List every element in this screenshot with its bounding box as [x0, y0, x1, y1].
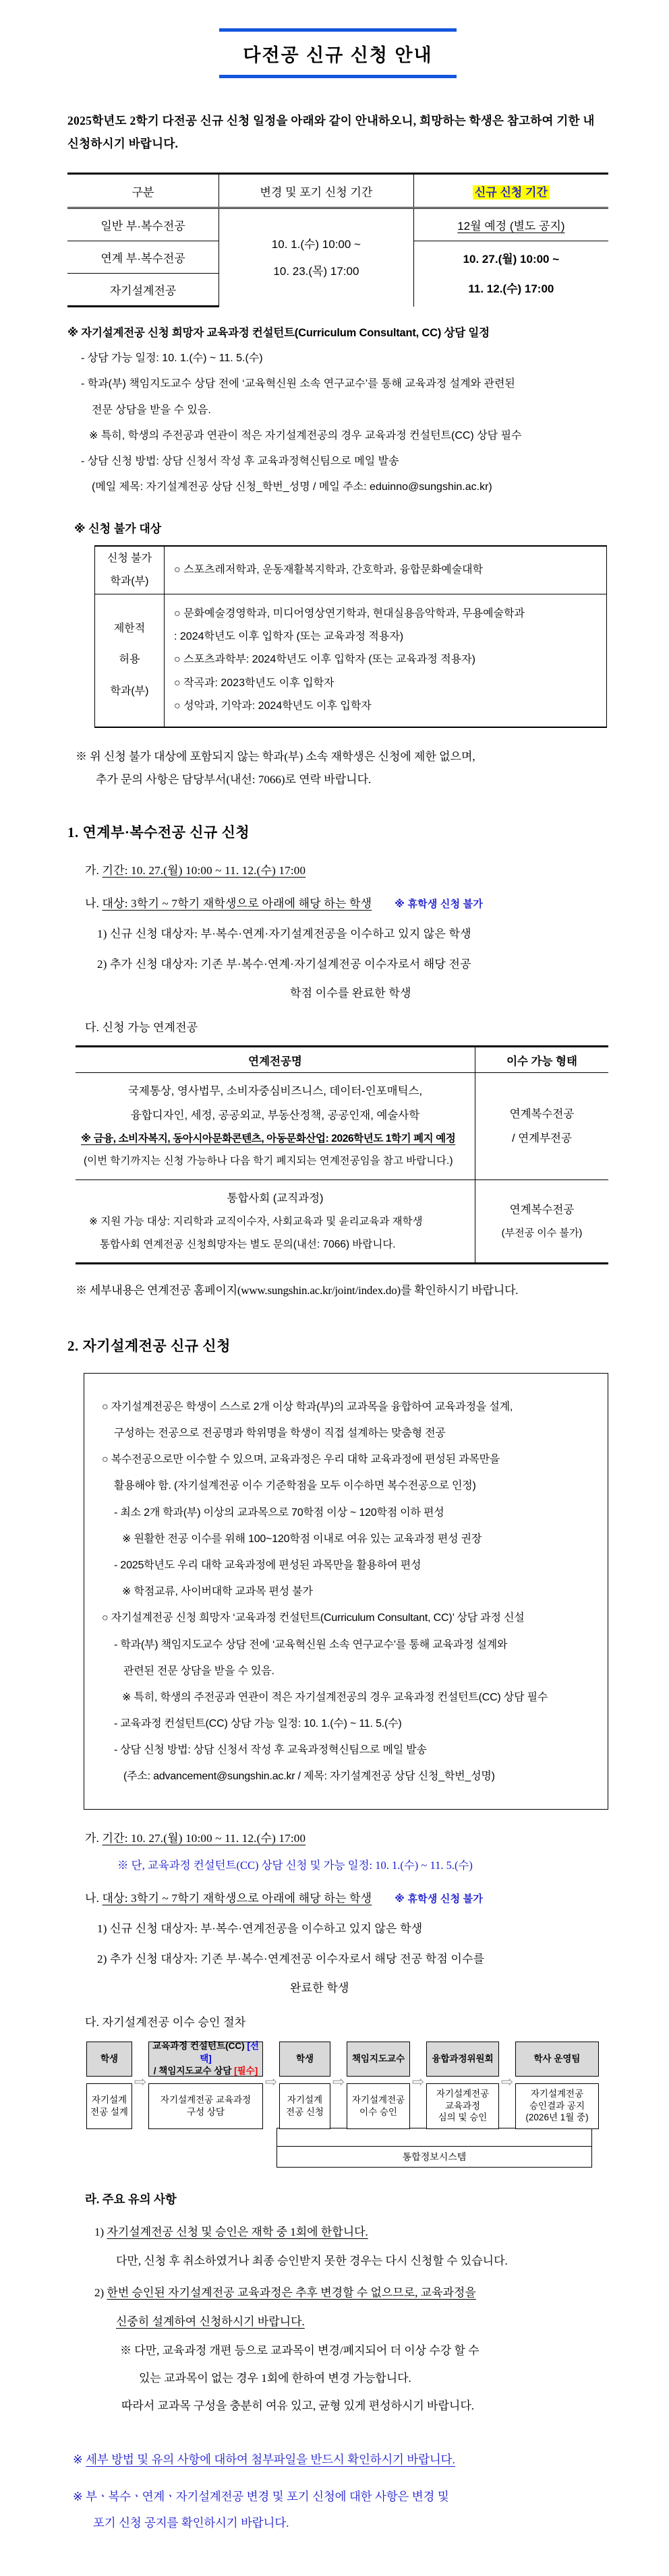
section2-target-line	[67, 1889, 608, 1905]
box-line15: (주소: advancement@sungshin.ac.kr / 제목: 자기설계전공 상담 신청_학번_성명)	[123, 1771, 495, 1783]
schedule-row-linked: 연계 부·복수전공	[67, 241, 219, 274]
section1-period-line	[67, 861, 608, 878]
section1-linked-majors-heading: 다. 신청 가능 연계전공	[85, 1021, 198, 1035]
step-committee-review	[426, 2083, 499, 2129]
box-line11: 관련된 전문 상담을 받을 수 있음.	[123, 1665, 274, 1677]
actor-cc-text2: / 책임지도교수 상담	[153, 2065, 235, 2076]
step-design	[86, 2083, 132, 2129]
linked-majors-list1: 국제통상, 영사법무, 소비자중심비즈니스, 데이터-인포매틱스,	[127, 1085, 423, 1098]
integrated-system-label: 통합정보시스템	[402, 2151, 467, 2163]
tag-optional: [선택]	[200, 2041, 259, 2064]
intro-paragraph: 2025학년도 2학기 다전공 신규 신청 일정을 아래와 같이 안내하오니, 희망하는 학생은 참고하여 기한 내 신청하시기 바랍니다.	[67, 114, 595, 151]
caution-item2-cont-text: 신중히 설계하여 신청하시기 바랍니다.	[116, 2315, 305, 2329]
cc-line-professor: - 학과(부) 책임지도교수 상담 전에 ‘교육혁신원 소속 연구교수’를 통해 교육과정 설계와 관련된	[81, 378, 515, 390]
step-design-l1: 자기설계	[91, 2095, 127, 2106]
actor-cc-advisor	[148, 2042, 263, 2077]
integrated-system-box	[277, 2128, 592, 2168]
ban-footnote	[67, 745, 608, 793]
section1-heading: 1. 연계부·복수전공 신규 신청	[67, 824, 250, 841]
section1-leave-note: ※ 휴학생 신청 불가	[395, 898, 484, 911]
box-line14: - 상담 신청 방법: 상담 신청서 작성 후 교육과정혁신팀으로 메일 발송	[114, 1744, 427, 1756]
step-committee-review-l1: 자기설계전공	[436, 2089, 490, 2099]
ban-row1-label	[95, 546, 165, 594]
caution-item2-text: 한번 승인된 자기설계전공 교육과정은 추후 변경할 수 없으므로, 교육과정을	[107, 2286, 476, 2300]
ban-row1-label-line1: 신청 불가	[107, 553, 152, 565]
system-box-gap	[277, 2128, 591, 2147]
step-result-notice-l2: 승인결과 공지	[529, 2100, 585, 2111]
linked-majors-header-type: 이수 가능 형태	[475, 1047, 609, 1073]
new-period-line1: 10. 27.(월) 10:00 ~	[463, 253, 560, 266]
linked-majors-header-name: 연계전공명	[76, 1047, 475, 1073]
schedule-row-general: 일반 부·복수전공	[67, 208, 219, 241]
change-period-cell	[219, 208, 414, 307]
cc-line-method: - 상담 신청 방법: 상담 신청서 작성 후 교육과정혁신팀으로 메일 발송	[81, 456, 399, 467]
linked-majors-website-note: ※ 세부내용은 연계전공 홈페이지(www.sungshin.ac.kr/joint/index.do)를 확인하시기 바랍니다.	[76, 1283, 519, 1297]
actor-academic-team: 학사 운영팀	[515, 2042, 599, 2077]
integrated-social-note1: ※ 지원 가능 대상: 지리학과 교직이수자, 사회교육과 및 윤리교육과 재학생	[89, 1216, 423, 1228]
row1-type-line2: / 연계부전공	[512, 1132, 572, 1144]
tag-required: [필수]	[234, 2065, 258, 2076]
ban-item-4: ○ 성악과, 기악과: 2024학년도 이후 입학자	[174, 700, 372, 712]
step-result-notice	[515, 2083, 599, 2129]
caution-change-note1b: 있는 교과목이 없는 경우 1회에 한하여 변경 가능합니다.	[139, 2372, 411, 2385]
box-line9: ○ 자기설계전공 신청 희망자 ‘교육과정 컨설턴트(Curriculum Consultant, CC)’ 상담 과정 신설	[102, 1612, 525, 1624]
section2-period-label: 가.	[85, 1831, 103, 1845]
ban-item-2: ○ 스포츠과학부: 2024학년도 이후 입학자 (또는 교육과정 적용자)	[174, 654, 475, 666]
caution-change-note2: 따라서 교과목 구성을 충분히 여유 있고, 균형 있게 편성하시기 바랍니다.	[121, 2399, 474, 2413]
actor-student-2: 학생	[279, 2042, 330, 2077]
section1-item2: 2) 추가 신청 대상자: 기존 부·복수·연계·자기설계전공 이수자로서 해당 전공	[97, 958, 471, 971]
step-design-l2: 전공 설계	[90, 2106, 128, 2117]
ban-row2-content	[165, 594, 607, 727]
ban-row2-label-line2: 허용	[119, 654, 140, 666]
ban-table	[94, 545, 607, 727]
footer-note1	[67, 2451, 608, 2467]
section2-item2-cont: 완료한 학생	[290, 1981, 349, 1994]
section1-target-line	[67, 894, 608, 911]
page-title: 다전공 신규 신청 안내	[243, 45, 433, 65]
caution-item2	[67, 2283, 608, 2300]
title-block	[219, 28, 457, 78]
step-consult	[148, 2083, 263, 2129]
step-committee-review-l2: 교육과정	[444, 2100, 481, 2111]
section2-period-line	[67, 1829, 608, 1845]
section2-target-label: 나.	[85, 1891, 103, 1905]
right-arrow-icon: ⇨	[500, 2073, 514, 2090]
caution-item2-cont	[67, 2312, 608, 2329]
ban-heading: ※ 신청 불가 대상	[74, 522, 162, 536]
footer-note2-line2: 포기 신청 공지를 확인하시기 바랍니다.	[93, 2515, 289, 2529]
box-line12: ※ 특히, 학생의 주전공과 연관이 적은 자기설계전공의 경우 교육과정 컨설턴트(CC) 상담 필수	[122, 1691, 548, 1703]
row2-type-line2: (부전공 이수 불가)	[501, 1227, 583, 1239]
box-line1: ○ 자기설계전공은 학생이 스스로 2개 이상 학과(부)의 교과목을 융합하여 교육과정을 설계,	[102, 1401, 513, 1413]
ban-row2-label-line3: 학과(부)	[110, 685, 149, 697]
caution-item1	[67, 2222, 608, 2239]
cc-line-mail: (메일 제목: 자기설계전공 상담 신청_학번_성명 / 메일 주소: eduinno@sungshin.ac.kr)	[92, 481, 492, 493]
schedule-header-category: 구분	[67, 174, 219, 208]
linked-majors-row1-type	[475, 1073, 609, 1180]
actor-advisor: 책임지도교수	[347, 2042, 410, 2077]
right-arrow-icon: ⇨	[134, 2073, 147, 2090]
step-consult-l1: 자기설계전공 교육과정	[160, 2095, 252, 2106]
selfdesign-info-box	[84, 1373, 608, 1810]
schedule-row-selfdesign: 자기설계전공	[67, 274, 219, 307]
cc-line-professor2: 전문 상담을 받을 수 있음.	[92, 404, 211, 416]
actor-cc-text1: 교육과정 컨설턴트(CC)	[152, 2041, 248, 2052]
right-arrow-icon: ⇨	[411, 2073, 425, 2090]
caution-change-note1: ※ 다만, 교육과정 개편 등으로 교과목이 변경/폐지되어 더 이상 수강 할 수	[120, 2344, 479, 2358]
actor-committee: 융합과정위원회	[426, 2042, 499, 2077]
integrated-social-note2: 통합사회 연계전공 신청희망자는 별도 문의(내선: 7066) 바랍니다.	[100, 1238, 396, 1250]
section2-approval-heading: 다. 자기설계전공 이수 승인 절차	[85, 2015, 246, 2029]
ban-footnote-line1: ※ 위 신청 불가 대상에 포함되지 않는 학과(부) 소속 재학생은 신청에 제한 없으며,	[76, 749, 475, 763]
caution-item2-num: 2)	[94, 2286, 107, 2300]
box-line10: - 학과(부) 책임지도교수 상담 전에 ‘교육혁신원 소속 연구교수’를 통해 교육과정 설계와	[114, 1638, 508, 1651]
linked-majors-list2: 융합디자인, 세정, 공공외교, 부동산정책, 공공인재, 예술사학	[130, 1109, 420, 1122]
section2-item2: 2) 추가 신청 대상자: 기존 부·복수·연계전공 이수자로서 해당 전공 학점 이수를	[97, 1952, 485, 1965]
step-advisor-approval-l2: 이수 승인	[359, 2106, 397, 2117]
cc-consult-heading: ※ 자기설계전공 신청 희망자 교육과정 컨설턴트(Curriculum Consultant, CC) 상담 일정	[67, 327, 490, 340]
ban-item-1b: : 2024학년도 이후 입학자 (또는 교육과정 적용자)	[174, 630, 404, 642]
linked-majors-row1	[76, 1073, 475, 1180]
abolish-note-text: ※ 금융, 소비자복지, 동아시아문화콘텐츠, 아동문화산업: 2026학년도 1학기 폐지 예정	[81, 1133, 456, 1145]
section2-cautions-heading: 라. 주요 유의 사항	[85, 2192, 177, 2207]
step-apply-l1: 자기설계	[287, 2095, 323, 2106]
schedule-header-change-period: 변경 및 포기 신청 기간	[219, 174, 414, 208]
schedule-table	[67, 173, 608, 307]
ban-row1-content: ○ 스포츠레저학과, 운동재활복지학과, 간호학과, 융합문화예술대학	[165, 546, 607, 594]
box-line13: - 교육과정 컨설턴트(CC) 상담 가능 일정: 10. 1.(수) ~ 11. 5.(수)	[114, 1718, 402, 1730]
section2-leave-note: ※ 휴학생 신청 불가	[395, 1893, 484, 1905]
new-period-cell	[413, 241, 608, 307]
linked-majors-table	[76, 1045, 608, 1264]
caution-item1-num: 1)	[94, 2226, 107, 2239]
step-result-notice-l1: 자기설계전공	[530, 2089, 584, 2099]
caution-item1-text: 자기설계전공 신청 및 승인은 재학 중 1회에 한합니다.	[107, 2226, 368, 2239]
new-period-line2: 11. 12.(수) 17:00	[468, 282, 554, 295]
step-consult-l2: 구성 상담	[187, 2106, 225, 2117]
box-line8: ※ 학점교류, 사이버대학 교과목 편성 불가	[122, 1586, 313, 1598]
schedule-header-new-period	[413, 174, 608, 208]
step-apply	[279, 2083, 330, 2129]
new-period-general-cell	[413, 208, 608, 241]
step-advisor-approval-l1: 자기설계전공	[351, 2095, 405, 2106]
footer-note2-line1: ※ 부ㆍ복수ㆍ연계ㆍ자기설계전공 변경 및 포기 신청에 대한 사항은 변경 및	[73, 2490, 449, 2504]
step-committee-review-l3: 심의 및 승인	[438, 2112, 488, 2123]
row2-type-line1: 연계복수전공	[509, 1204, 575, 1217]
box-line6: ※ 원활한 전공 이수를 위해 100~120학점 이내로 여유 있는 교육과정 편성 권장	[122, 1533, 482, 1545]
right-arrow-icon: ⇨	[332, 2073, 345, 2090]
section1-period-text: 기간: 10. 27.(월) 10:00 ~ 11. 12.(수) 17:00	[102, 864, 306, 878]
row1-type-line1: 연계복수전공	[509, 1107, 575, 1120]
step-apply-l2: 전공 신청	[286, 2106, 324, 2117]
section1-item2-cont: 학점 이수를 완료한 학생	[290, 987, 411, 1000]
footer-note1-text: 세부 방법 및 유의 사항에 대하여 첨부파일을 반드시 확인하시기 바랍니다.	[86, 2453, 455, 2467]
right-arrow-icon: ⇨	[264, 2073, 278, 2090]
box-line3: ○ 복수전공으로만 이수할 수 있으며, 교육과정은 우리 대학 교육과정에 편성된 과목만을	[102, 1454, 500, 1466]
step-advisor-approval	[347, 2083, 410, 2129]
ban-row2-label-line1: 제한적	[113, 622, 146, 634]
diagram-step-row	[86, 2073, 593, 2129]
footer-notes	[67, 2451, 608, 2536]
section2-cc-schedule-note: ※ 단, 교육과정 컨설턴트(CC) 상담 신청 및 가능 일정: 10. 1.(수) ~ 11. 5.(수)	[117, 1858, 473, 1872]
footer-note1-mark: ※	[73, 2453, 86, 2467]
box-line5: - 최소 2개 학과(부) 이상의 교과목으로 70학점 이상 ~ 120학점 이하 편성	[114, 1506, 444, 1519]
integrated-social-title: 통합사회 (교직과정)	[227, 1192, 324, 1204]
section2-target-text: 대상: 3학기 ~ 7학기 재학생으로 아래에 해당 하는 학생	[102, 1891, 372, 1905]
linked-majors-row2-type	[475, 1179, 609, 1263]
change-period-line2: 10. 23.(목) 17:00	[273, 264, 359, 278]
section2-heading: 2. 자기설계전공 신규 신청	[67, 1337, 231, 1354]
ban-row2-label	[95, 594, 165, 727]
box-line7: - 2025학년도 우리 대학 교육과정에 편성된 과목만을 활용하여 편성	[114, 1559, 421, 1571]
ban-row1-label-line2: 학과(부)	[110, 575, 149, 587]
section1-target-label: 나.	[85, 897, 103, 911]
cc-line-schedule: - 상담 가능 일정: 10. 1.(수) ~ 11. 5.(수)	[81, 352, 263, 365]
ban-item-1: ○ 문화예술경영학과, 미디어영상연기학과, 현대실용음악학과, 무용예술학과	[174, 607, 525, 619]
new-period-highlight: 신규 신청 기간	[473, 185, 550, 200]
new-period-general: 12월 예정 (별도 공지)	[457, 220, 565, 233]
ban-item-3: ○ 작곡과: 2023학년도 이후 입학자	[174, 677, 334, 689]
cc-consult-note	[67, 324, 608, 495]
section1-target-text: 대상: 3학기 ~ 7학기 재학생으로 아래에 해당 하는 학생	[102, 897, 372, 911]
step-result-notice-l3: (2026년 1월 중)	[525, 2112, 589, 2123]
section2-period-text: 기간: 10. 27.(월) 10:00 ~ 11. 12.(수) 17:00	[102, 1831, 306, 1845]
ban-footnote-line2: 추가 문의 사항은 담당부서(내선: 7066)로 연락 바랍니다.	[96, 773, 372, 787]
section2-item1: 1) 신규 신청 대상자: 부·복수·연계전공을 이수하고 있지 않은 학생	[97, 1922, 423, 1935]
box-line2: 구성하는 전공으로 전공명과 학위명을 학생이 직접 설계하는 맞춤형 전공	[114, 1428, 446, 1440]
caution-item1-sub: 다만, 신청 후 취소하였거나 최종 승인받지 못한 경우는 다시 신청할 수 있습니다.	[116, 2255, 508, 2268]
cc-line-required: ※ 특히, 학생의 주전공과 연관이 적은 자기설계전공의 경우 교육과정 컨설턴트(CC) 상담 필수	[89, 429, 522, 441]
footer-note2	[67, 2484, 608, 2536]
box-line4: 활용해야 함. (자기설계전공 이수 기준학점을 모두 이수하면 복수전공으로 인정)	[114, 1480, 476, 1492]
linked-majors-abolish-note2: (이번 학기까지는 신청 가능하나 다음 학기 폐지되는 연계전공임을 참고 바랍니다.)	[84, 1155, 453, 1167]
title-bottom-rule	[219, 75, 457, 78]
change-period-line1: 10. 1.(수) 10:00 ~	[271, 237, 361, 251]
actor-student-1: 학생	[86, 2042, 132, 2077]
linked-majors-abolish-note	[76, 1128, 475, 1150]
linked-majors-row2	[76, 1179, 475, 1263]
section1-item1: 1) 신규 신청 대상자: 부·복수·연계·자기설계전공을 이수하고 있지 않은 학생	[97, 927, 471, 941]
approval-process-diagram	[86, 2042, 593, 2168]
diagram-actor-row	[86, 2042, 593, 2077]
section1-period-label: 가.	[85, 864, 103, 878]
